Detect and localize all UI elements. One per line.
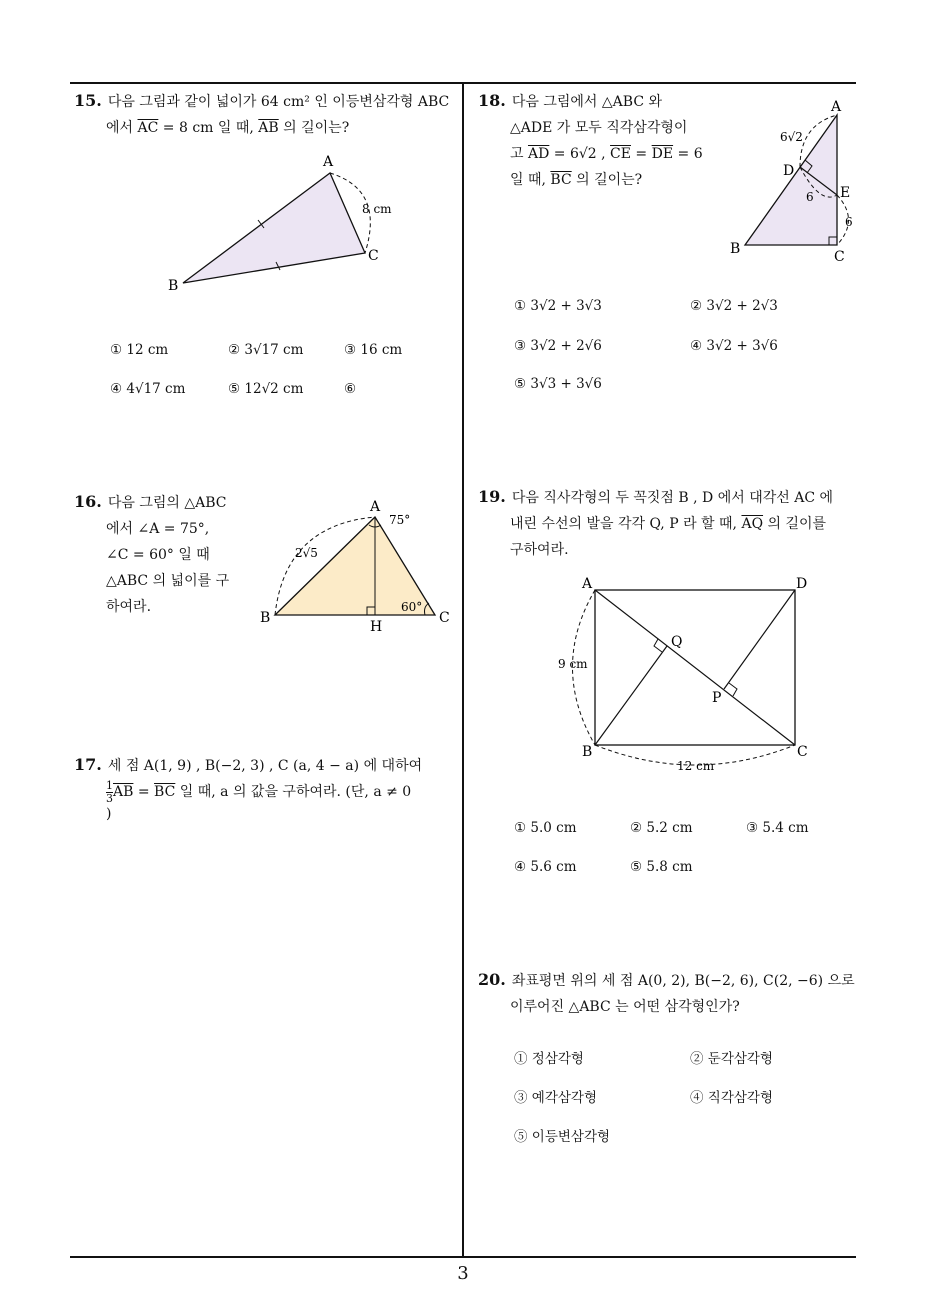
label-p: P <box>712 690 722 706</box>
label-a: A <box>323 154 334 170</box>
option-1[interactable]: ① 정삼각형 <box>514 1051 584 1067</box>
option-3[interactable]: ③ 예각삼각형 <box>514 1090 597 1106</box>
question-18: 18. 다음 그림에서 △ABC 와 △ADE 가 모두 직각삼각형이 고 $\overline{AD} = 6√2$ , $\overline{CE} = \overline{DE} = 6$ 일 때, $\overline{BC}$ 의 길이는? <box>478 91 703 188</box>
perpendicular-bq <box>595 646 667 745</box>
label-q: Q <box>671 634 683 650</box>
label-left: 9 cm <box>558 657 588 671</box>
option-2[interactable]: ② 3√2 + 2√3 <box>690 298 778 314</box>
option-3[interactable]: ③ 5.4 cm <box>746 820 809 836</box>
label-b: B <box>582 744 593 760</box>
label-a: A <box>831 99 842 115</box>
label-de: 6 <box>806 190 814 204</box>
label-ad: 6√2 <box>780 130 803 144</box>
option-1[interactable]: ① 5.0 cm <box>514 820 577 836</box>
option-4[interactable]: ④ 직각삼각형 <box>690 1090 773 1106</box>
label-bottom: 12 cm <box>677 759 715 773</box>
option-3[interactable]: ③ 3√2 + 2√6 <box>514 338 602 354</box>
label-e: E <box>840 185 851 201</box>
figure-q18-triangle <box>720 95 860 267</box>
option-1[interactable]: ① 12 cm <box>110 342 169 358</box>
option-4[interactable]: ④ 4√17 cm <box>110 381 186 397</box>
label-d: D <box>783 163 795 179</box>
question-number: 20. <box>478 970 506 989</box>
label-c: C <box>439 610 450 626</box>
label-a: A <box>370 499 381 515</box>
label-c: C <box>797 744 808 760</box>
question-20: 20. 좌표평면 위의 세 점 A(0, 2), B(−2, 6), C(2, −6) 으로 이루어진 △ABC 는 어떤 삼각형인가? <box>478 970 855 1015</box>
question-17: 17. 세 점 A(1, 9) , B(−2, 3) , C (a, 4 − a) 에 대하여 $\frac{1}{3}$ $\overline{AB} = \overline{BC}$ 일 때, a 의 값을 구하여라. (단, a ≠ 0 ) <box>74 755 423 822</box>
label-c: C <box>834 249 845 265</box>
option-5[interactable]: ⑤ 5.8 cm <box>630 859 693 875</box>
label-ce: 6 <box>845 215 853 229</box>
question-15: 15. 다음 그림과 같이 넓이가 64 cm² 인 이등변삼각형 ABC 에서 $\overline{AC} = 8$ cm 일 때, $\overline{AB}$ 의 길이는? <box>74 91 450 136</box>
label-side: 2√5 <box>295 546 318 560</box>
label-b: B <box>168 278 179 294</box>
label-side: 8 cm <box>362 202 392 216</box>
label-b: B <box>260 610 271 626</box>
option-2[interactable]: ② 3√17 cm <box>228 342 304 358</box>
label-h: H <box>370 619 383 635</box>
figure-q16-triangle <box>255 495 455 635</box>
label-angle-a: 75° <box>389 513 411 527</box>
label-angle-c: 60° <box>401 600 423 614</box>
fraction: $\frac{1}{3}$ <box>106 778 113 805</box>
option-2[interactable]: ② 5.2 cm <box>630 820 693 836</box>
option-5[interactable]: ⑤ 12√2 cm <box>228 381 304 397</box>
perpendicular-dp <box>724 590 795 689</box>
triangle-abc <box>183 173 365 283</box>
label-c: C <box>368 248 379 264</box>
label-d: D <box>796 576 808 592</box>
page-number: 3 <box>457 1263 469 1284</box>
bottom-rule <box>70 1256 856 1258</box>
option-6[interactable]: ⑥ <box>344 381 357 397</box>
question-number: 17. <box>74 755 102 774</box>
question-number: 16. <box>74 492 102 511</box>
diagonal-ac <box>595 590 795 745</box>
question-19: 19. 다음 직사각형의 두 꼭짓점 B , D 에서 대각선 AC 에 내린 수선의 발을 각각 Q, P 라 할 때, $\overline{AQ}$ 의 길이를 구하여라. <box>478 487 834 558</box>
option-5[interactable]: ⑤ 이등변삼각형 <box>514 1129 611 1145</box>
question-number: 18. <box>478 91 506 110</box>
question-16: 16. 다음 그림의 △ABC 에서 ∠A = 75°, ∠C = 60° 일 때 △ABC 의 넓이를 구 하여라. <box>74 492 230 615</box>
figure-q19-rectangle <box>550 570 820 780</box>
label-a: A <box>582 576 593 592</box>
option-4[interactable]: ④ 5.6 cm <box>514 859 577 875</box>
option-4[interactable]: ④ 3√2 + 3√6 <box>690 338 778 354</box>
option-3[interactable]: ③ 16 cm <box>344 342 403 358</box>
option-5[interactable]: ⑤ 3√3 + 3√6 <box>514 376 602 392</box>
column-divider <box>462 82 464 1257</box>
option-2[interactable]: ② 둔각삼각형 <box>690 1051 773 1067</box>
option-1[interactable]: ① 3√2 + 3√3 <box>514 298 602 314</box>
figure-q15-triangle <box>160 150 420 300</box>
question-number: 15. <box>74 91 102 110</box>
label-b: B <box>730 241 741 257</box>
question-number: 19. <box>478 487 506 506</box>
question-text: 다음 그림과 같이 넓이가 64 cm² 인 이등변삼각형 ABC <box>107 94 450 110</box>
